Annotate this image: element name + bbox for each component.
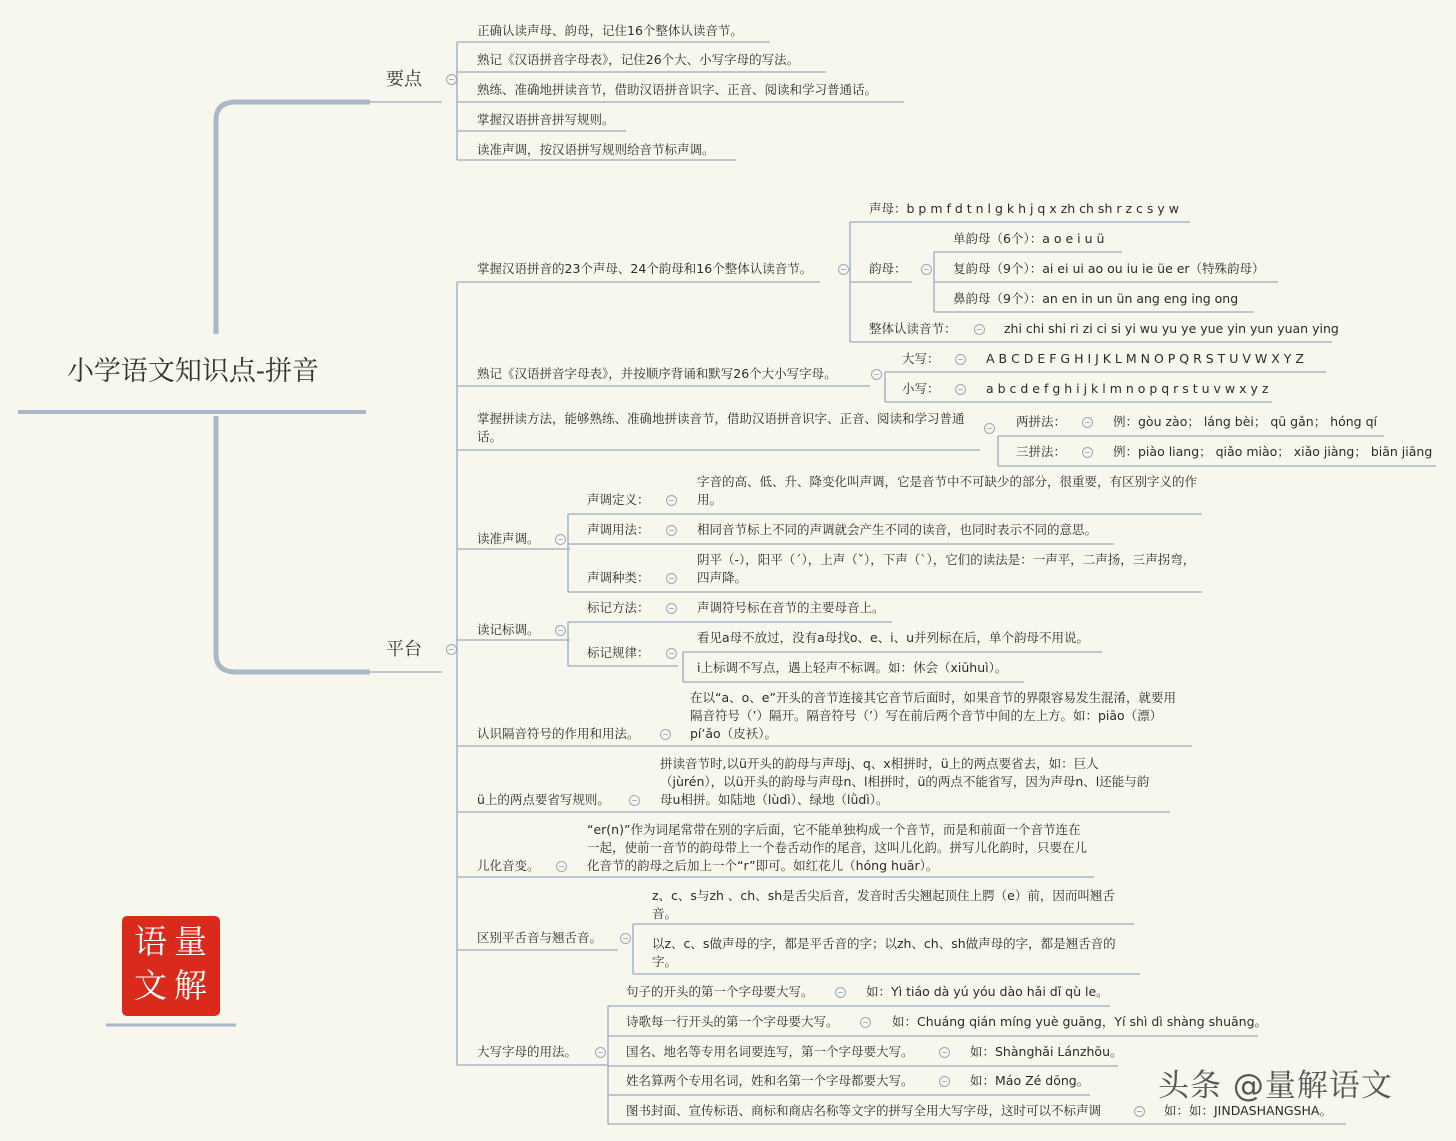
- caps-example-3: 如：Shànghǎi Lánzhōu。: [970, 1044, 1123, 1059]
- seal-char: 文: [134, 966, 167, 1005]
- tone-kind-text: 阴平（-），阳平（´），上声（ˇ），下声（`），它们的读法是：一声平，二声扬，三声拐弯，四声降。: [697, 552, 1196, 585]
- collapse-icon[interactable]: −: [666, 603, 677, 614]
- collapse-icon[interactable]: −: [446, 74, 457, 85]
- collapse-icon[interactable]: −: [620, 933, 631, 944]
- mark-rule-1: 看见a母不放过，没有a母找o、e、i、u并列标在后，单个韵母不用说。: [697, 630, 1090, 645]
- caps-rule-3: 国名、地名等专用名词要连写，第一个字母要大写。: [626, 1044, 914, 1059]
- yunmu-node: 韵母：: [869, 261, 907, 276]
- tone-def-label: 声调定义：: [587, 492, 650, 507]
- seal-char: 量: [174, 922, 207, 961]
- b9-text-1: z、c、s与zh 、ch、sh是舌尖后音，发音时舌尖翘起顶住上腭（e）前，因而叫翘舌音。: [652, 888, 1115, 921]
- shengmu-node: 声母：b p m f d t n l g k h j q x zh ch sh r z c s y w: [869, 201, 1179, 216]
- upper-letters: A B C D E F G H I J K L M N O P Q R S T U V W X Y Z: [986, 351, 1304, 366]
- b4-label: 读准声调。: [477, 531, 540, 546]
- mark-method-text: 声调符号标在音节的主要母音上。: [697, 600, 885, 615]
- b8-label: 儿化音变。: [477, 858, 540, 873]
- yaodian-item-2: 熟记《汉语拼音字母表》，记住26个大、小写字母的写法。: [477, 52, 800, 67]
- collapse-icon[interactable]: −: [838, 264, 849, 275]
- upper-label: 大写：: [902, 351, 940, 366]
- lower-letters: a b c d e f g h i j k l m n o p q r s t u v w x y z: [986, 381, 1269, 396]
- danyunmu-node: 单韵母（6个）：a o e i u ü: [953, 231, 1105, 246]
- collapse-icon[interactable]: −: [955, 354, 966, 365]
- collapse-icon[interactable]: −: [1134, 1106, 1145, 1117]
- collapse-icon[interactable]: −: [871, 369, 882, 380]
- caps-rule-1: 句子的开头的第一个字母要大写。: [626, 984, 814, 999]
- b7-label: ü上的两点要省写规则。: [477, 792, 610, 807]
- zhengti-node: zhi chi shi ri zi ci si yi wu yu ye yue yin yun yuan ying: [1004, 321, 1339, 336]
- b6-text: 在以“a、o、e”开头的音节连接其它音节后面时，如果音节的界限容易发生混淆，就要用隔音符号（’）隔开。隔音符号（’）写在前后两个音节中间的左上方。如：piāo（漂）pí’ǎo（皮袄）。: [690, 690, 1176, 741]
- tone-use-label: 声调用法：: [587, 522, 650, 537]
- collapse-icon[interactable]: −: [666, 495, 677, 506]
- lower-label: 小写：: [902, 381, 940, 396]
- collapse-icon[interactable]: −: [860, 1017, 871, 1028]
- caps-rule-5: 图书封面、宣传标语、商标和商店名称等文字的拼写全用大写字母，这时可以不标声调: [626, 1103, 1102, 1118]
- yaodian-item-4: 掌握汉语拼音拼写规则。: [477, 112, 615, 127]
- b7-text: 拼读音节时,以ü开头的韵母与声母j、q、x相拼时，ü上的两点要省去，如：巨人（jùrén），以ü开头的韵母与声母n、l相拼时，ü的两点不能省写，因为声母n、l还能与韵母u相拼。如陆地（lùdì）、绿地（lǜdì）。: [660, 756, 1150, 807]
- caps-example-2: 如：Chuáng qián míng yuè guāng，Yí shì dì shàng shuāng。: [892, 1014, 1268, 1029]
- collapse-icon[interactable]: −: [629, 795, 640, 806]
- collapse-icon[interactable]: −: [446, 644, 457, 655]
- zhengti-label: 整体认读音节：: [869, 321, 957, 336]
- b1-label: 掌握汉语拼音的23个声母、24个韵母和16个整体认读音节。: [477, 261, 813, 276]
- collapse-icon[interactable]: −: [921, 264, 932, 275]
- b9-text-2: 以z、c、s做声母的字，都是平舌音的字；以zh、ch、sh做声母的字，都是翘舌音的字。: [652, 936, 1116, 969]
- collapse-icon[interactable]: −: [939, 1047, 950, 1058]
- b5-label: 读记标调。: [477, 622, 540, 637]
- collapse-icon[interactable]: −: [660, 729, 671, 740]
- b9-label: 区别平舌音与翘舌音。: [477, 930, 603, 945]
- collapse-icon[interactable]: −: [595, 1047, 606, 1058]
- collapse-icon[interactable]: −: [555, 625, 566, 636]
- collapse-icon[interactable]: −: [1082, 417, 1093, 428]
- collapse-icon[interactable]: −: [974, 324, 985, 335]
- yaodian-item-5: 读准声调，按汉语拼写规则给音节标声调。: [477, 142, 715, 157]
- caps-rule-2: 诗歌每一行开头的第一个字母要大写。: [626, 1014, 839, 1029]
- section-yaodian-label: 要点: [386, 69, 422, 90]
- caps-example-5: 如：如：JINDASHANGSHA。: [1164, 1103, 1332, 1118]
- collapse-icon[interactable]: −: [1082, 447, 1093, 458]
- caps-rule-4: 姓名算两个专用名词，姓和名第一个字母都要大写。: [626, 1073, 914, 1088]
- collapse-icon[interactable]: −: [555, 534, 566, 545]
- root-title: 小学语文知识点-拼音: [66, 356, 320, 387]
- b8-text: “er(n)”作为词尾常带在别的字后面，它不能单独构成一个音节，而是和前面一个音节连在一起，使前一音节的韵母带上一个卷舌动作的尾音，这叫儿化韵。拼写儿化韵时，只要在儿化音节的韵母之后加上一个“r”即可。如红花儿（hóng huār）。: [587, 822, 1088, 873]
- collapse-icon[interactable]: −: [666, 648, 677, 659]
- caps-example-4: 如：Máo Zé dōng。: [970, 1073, 1090, 1088]
- mark-method-label: 标记方法：: [587, 600, 650, 615]
- tone-def-text: 字音的高、低、升、降变化叫声调，它是音节中不可缺少的部分，很重要，有区别字义的作用。: [697, 474, 1198, 507]
- collapse-icon[interactable]: −: [666, 573, 677, 584]
- caps-example-1: 如：Yì tiáo dà yú yóu dào hǎi dǐ qù le。: [866, 984, 1109, 999]
- biyunmu-node: 鼻韵母（9个）：an en in un ün ang eng ing ong: [953, 291, 1239, 306]
- two-spell-example: 例：gòu zào； láng bèi； qū gǎn； hóng qí: [1113, 414, 1377, 429]
- collapse-icon[interactable]: −: [556, 861, 567, 872]
- yaodian-item-3: 熟练、准确地拼读音节，借助汉语拼音识字、正音、阅读和学习普通话。: [477, 82, 878, 97]
- two-spell-label: 两拼法：: [1016, 414, 1067, 429]
- b2-label: 熟记《汉语拼音字母表》，并按顺序背诵和默写26个大小写字母。: [477, 366, 837, 381]
- mark-rule-label: 标记规律：: [587, 645, 650, 660]
- b3-label: 掌握拼读方法，能够熟练、准确地拼读音节，借助汉语拼音识字、正音、阅读和学习普通话。: [477, 411, 965, 444]
- collapse-icon[interactable]: −: [835, 987, 846, 998]
- three-spell-example: 例：piào liang； qiǎo miào； xiǎo jiàng； biān jiāng: [1113, 444, 1433, 459]
- collapse-icon[interactable]: −: [955, 384, 966, 395]
- collapse-icon[interactable]: −: [939, 1076, 950, 1087]
- collapse-icon[interactable]: −: [984, 423, 995, 434]
- seal-char: 解: [174, 966, 207, 1005]
- collapse-icon[interactable]: −: [666, 525, 677, 536]
- mark-rule-2: i上标调不写点，遇上轻声不标调。如：休会（xiūhuì）。: [697, 660, 1008, 675]
- three-spell-label: 三拼法：: [1016, 444, 1067, 459]
- b10-label: 大写字母的用法。: [477, 1044, 578, 1059]
- b6-label: 认识隔音符号的作用和用法。: [477, 726, 640, 741]
- seal-char: 语: [134, 922, 167, 961]
- watermark: 头条 @量解语文: [1158, 1068, 1393, 1104]
- fuyunmu-node: 复韵母（9个）：ai ei ui ao ou iu ie üe er（特殊韵母）: [953, 261, 1265, 276]
- tone-kind-label: 声调种类：: [587, 570, 650, 585]
- tone-use-text: 相同音节标上不同的声调就会产生不同的读音，也同时表示不同的意思。: [697, 522, 1098, 537]
- seal-logo: [122, 916, 220, 1016]
- section-pingtai-label: 平台: [386, 639, 422, 660]
- yaodian-item-1: 正确认读声母、韵母，记住16个整体认读音节。: [477, 23, 743, 38]
